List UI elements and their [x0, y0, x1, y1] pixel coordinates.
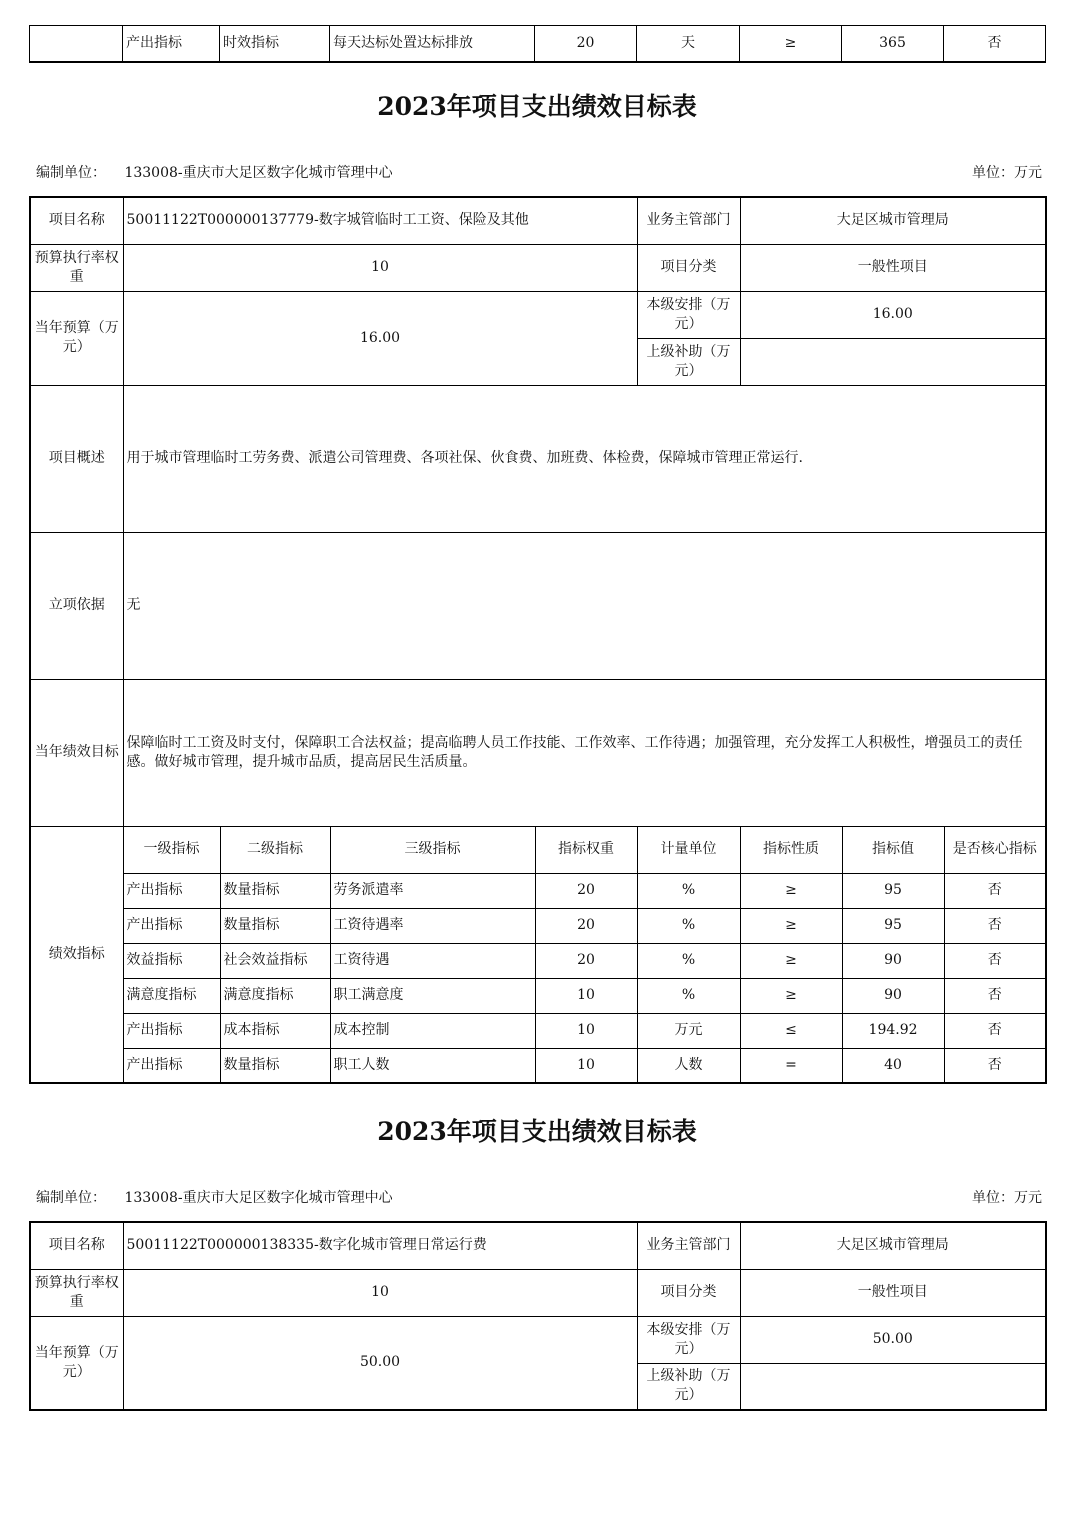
category-value: 一般性项目 [740, 1269, 1046, 1316]
overview-label: 项目概述 [30, 385, 123, 532]
budget-value: 16.00 [123, 291, 637, 385]
upper-value [740, 338, 1046, 385]
row-level3: 职工人数 [330, 1048, 535, 1083]
row-core: 否 [944, 908, 1046, 943]
level2-cell: 时效指标 [220, 26, 330, 62]
row-level1: 产出指标 [123, 1013, 220, 1048]
row-level1: 效益指标 [123, 943, 220, 978]
row-value: 95 [842, 908, 944, 943]
row-weight: 20 [535, 908, 637, 943]
weight-cell: 20 [535, 26, 637, 62]
row-level2: 成本指标 [220, 1013, 330, 1048]
local-value: 50.00 [740, 1316, 1046, 1363]
continuation-table [29, 25, 1046, 63]
row-weight: 10 [535, 978, 637, 1013]
row-level3: 成本控制 [330, 1013, 535, 1048]
upper-value [740, 1363, 1046, 1410]
header-weight: 指标权重 [535, 826, 637, 873]
header-nature: 指标性质 [740, 826, 842, 873]
row-unit: % [637, 943, 740, 978]
project-name: 50011122T000000137779-数字城管临时工工资、保险及其他 [123, 197, 637, 244]
project-name: 50011122T000000138335-数字化城市管理日常运行费 [123, 1222, 637, 1269]
unit-line [36, 164, 1042, 182]
row-value: 194.92 [842, 1013, 944, 1048]
upper-label: 上级补助（万元） [637, 338, 740, 385]
header-unit: 计量单位 [637, 826, 740, 873]
local-label: 本级安排（万元） [637, 1316, 740, 1363]
row-level2: 数量指标 [220, 873, 330, 908]
row-nature: ≥ [740, 873, 842, 908]
row-level2: 社会效益指标 [220, 943, 330, 978]
unit-name: 133008-重庆市大足区数字化城市管理中心 [124, 1190, 393, 1206]
row-nature: ≤ [740, 1013, 842, 1048]
empty-cell [30, 26, 123, 62]
unit-label: 编制单位： [36, 165, 106, 181]
local-value: 16.00 [740, 291, 1046, 338]
row-unit: % [637, 978, 740, 1013]
table-row [30, 978, 1046, 1013]
basis-label: 立项依据 [30, 532, 123, 679]
budget-label: 当年预算（万元） [30, 1316, 123, 1410]
page-title-2: 2023年项目支出绩效目标表 [377, 1117, 697, 1146]
budget-label: 当年预算（万元） [30, 291, 123, 385]
row-core: 否 [944, 1013, 1046, 1048]
budget-value: 50.00 [123, 1316, 637, 1410]
rate-value: 10 [123, 1269, 637, 1316]
row-value: 95 [842, 873, 944, 908]
row-value: 40 [842, 1048, 944, 1083]
rate-label: 预算执行率权重 [30, 1269, 123, 1316]
row-unit: 万元 [637, 1013, 740, 1048]
dept-label: 业务主管部门 [637, 1222, 740, 1269]
table-row [30, 943, 1046, 978]
row-core: 否 [944, 978, 1046, 1013]
money-unit: 单位：万元 [972, 1190, 1042, 1206]
page-title: 2023年项目支出绩效目标表 [377, 92, 697, 121]
category-label: 项目分类 [637, 1269, 740, 1316]
core-cell: 否 [944, 26, 1046, 62]
row-nature: ≥ [740, 908, 842, 943]
row-level3: 职工满意度 [330, 978, 535, 1013]
goal-label: 当年绩效目标 [30, 679, 123, 826]
performance-table-2 [29, 1221, 1047, 1411]
row-level3: 工资待遇率 [330, 908, 535, 943]
unit-label: 编制单位： [36, 1190, 106, 1206]
row-level3: 劳务派遣率 [330, 873, 535, 908]
money-unit: 单位：万元 [972, 165, 1042, 181]
dept-value: 大足区城市管理局 [740, 197, 1046, 244]
category-value: 一般性项目 [740, 244, 1046, 291]
value-cell: 365 [842, 26, 944, 62]
row-nature: ≥ [740, 943, 842, 978]
project-name-label: 项目名称 [30, 1222, 123, 1269]
category-label: 项目分类 [637, 244, 740, 291]
unit-cell: 天 [637, 26, 740, 62]
row-level1: 产出指标 [123, 873, 220, 908]
rate-value: 10 [123, 244, 637, 291]
row-weight: 10 [535, 1013, 637, 1048]
row-level1: 产出指标 [123, 1048, 220, 1083]
rate-label: 预算执行率权重 [30, 244, 123, 291]
unit-line-2 [36, 1189, 1042, 1207]
unit-name: 133008-重庆市大足区数字化城市管理中心 [124, 165, 393, 181]
perf-label: 绩效指标 [30, 826, 123, 1083]
row-value: 90 [842, 978, 944, 1013]
dept-value: 大足区城市管理局 [740, 1222, 1046, 1269]
header-value: 指标值 [842, 826, 944, 873]
project-name-label: 项目名称 [30, 197, 123, 244]
row-level2: 数量指标 [220, 908, 330, 943]
table-row [30, 908, 1046, 943]
dept-label: 业务主管部门 [637, 197, 740, 244]
goal-text: 保障临时工工资及时支付，保障职工合法权益；提高临聘人员工作技能、工作效率、工作待遇；加强管理，充分发挥工人积极性，增强员工的责任感。做好城市管理，提升城市品质，提高居民生活质量。 [123, 679, 1046, 826]
row-level1: 满意度指标 [123, 978, 220, 1013]
row-core: 否 [944, 943, 1046, 978]
row-nature: ≥ [740, 978, 842, 1013]
overview-text: 用于城市管理临时工劳务费、派遣公司管理费、各项社保、伙食费、加班费、体检费，保障城市管理正常运行. [123, 385, 1046, 532]
row-weight: 20 [535, 873, 637, 908]
level3-cell: 每天达标处置达标排放 [330, 26, 535, 62]
row-value: 90 [842, 943, 944, 978]
level1-cell: 产出指标 [123, 26, 220, 62]
header-level2: 二级指标 [220, 826, 330, 873]
row-unit: % [637, 873, 740, 908]
nature-cell: ≥ [740, 26, 842, 62]
row-level2: 满意度指标 [220, 978, 330, 1013]
row-core: 否 [944, 1048, 1046, 1083]
row-unit: 人数 [637, 1048, 740, 1083]
local-label: 本级安排（万元） [637, 291, 740, 338]
row-unit: % [637, 908, 740, 943]
performance-table [29, 196, 1047, 1084]
row-level3: 工资待遇 [330, 943, 535, 978]
row-weight: 20 [535, 943, 637, 978]
basis-text: 无 [123, 532, 1046, 679]
header-core: 是否核心指标 [944, 826, 1046, 873]
row-nature: = [740, 1048, 842, 1083]
row-core: 否 [944, 873, 1046, 908]
row-weight: 10 [535, 1048, 637, 1083]
upper-label: 上级补助（万元） [637, 1363, 740, 1410]
header-level3: 三级指标 [330, 826, 535, 873]
row-level1: 产出指标 [123, 908, 220, 943]
table-row [30, 1013, 1046, 1048]
table-row [30, 1048, 1046, 1083]
header-level1: 一级指标 [123, 826, 220, 873]
row-level2: 数量指标 [220, 1048, 330, 1083]
table-row [30, 873, 1046, 908]
